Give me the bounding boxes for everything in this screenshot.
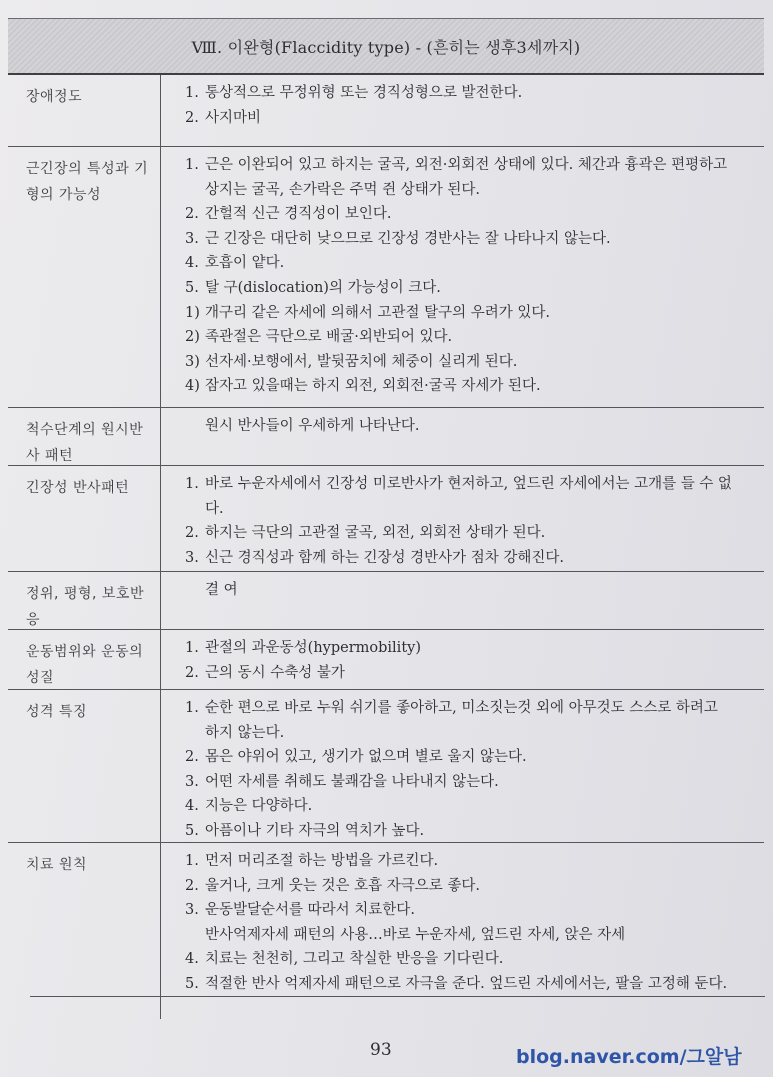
list-item [185, 106, 734, 131]
item-number: 2. [185, 664, 199, 681]
list-item [185, 374, 734, 399]
item-text: 아픔이나 기타 자극의 역치가 높다. [205, 822, 425, 839]
item-text: 몸은 야위어 있고, 생기가 없으며 별로 울지 않는다. [205, 749, 527, 766]
row-content [160, 466, 764, 571]
row-label: 성격 특징 [26, 704, 88, 720]
table-bottom-rule [30, 996, 765, 997]
list-item [185, 81, 734, 106]
item-text: 호흡이 얕다. [205, 255, 285, 272]
list-item [185, 202, 734, 227]
item-number: 4. [185, 798, 199, 815]
item-text: 관절의 과운동성(hypermobility) [205, 640, 421, 656]
list-item [185, 301, 734, 326]
row-label: 근긴장의 특성과 기형의 가능성 [26, 161, 149, 203]
list-item [185, 794, 734, 819]
item-text: 하지는 극단의 고관절 굴곡, 외전, 외회전 상태가 된다. [205, 525, 546, 542]
item-text: 근 긴장은 대단히 낮으므로 긴장성 경반사는 잘 나타나지 않는다. [205, 230, 611, 247]
item-text: 근은 이완되어 있고 하지는 굴곡, 외전·외회전 상태에 있다. 체간과 흉곽은 편평하고 상지는 굴곡, 손가락은 주먹 쥔 상태가 된다. [205, 157, 728, 198]
list-item [185, 696, 734, 745]
list-item [185, 521, 734, 546]
item-text: 운동발달순서를 따라서 치료한다. [205, 902, 415, 919]
list-item [185, 350, 734, 375]
row-label: 운동범위와 운동의 성질 [26, 644, 144, 686]
list-item [185, 874, 734, 899]
item-number: 1. [185, 700, 199, 716]
list-item [185, 849, 734, 874]
list-item [185, 325, 734, 350]
table-row-tonic-reflex [8, 466, 764, 572]
list-item [185, 636, 734, 661]
item-number: 1. [185, 476, 199, 492]
row-content [160, 147, 764, 407]
list-item [185, 661, 734, 686]
row-content [160, 843, 764, 1019]
list-item [185, 276, 734, 301]
item-number: 3. [185, 773, 199, 790]
item-number: 1) [185, 304, 200, 321]
blog-watermark: blog.naver.com/그알남 [516, 1046, 742, 1068]
table-row-disability-degree [8, 75, 764, 147]
table-title: Ⅷ. 이완형(Flaccidity type) - (흔히는 생후3세까지) [191, 37, 581, 57]
item-number: 5. [185, 975, 199, 992]
item-text: 적절한 반사 억제자세 패턴으로 자극을 준다. 엎드린 자세에서는, 팔을 고정해 둔다. [205, 975, 728, 992]
list-item [185, 745, 734, 770]
item-number: 5. [185, 822, 199, 839]
item-number: 2. [185, 877, 199, 894]
item-text: 어떤 자세를 취해도 불쾌감을 나타내지 않는다. [205, 773, 499, 790]
page-number: 93 [370, 1040, 392, 1060]
item-text: 반사억제자세 패턴의 사용…바로 누운자세, 엎드린 자세, 앉은 자세 [205, 926, 626, 943]
item-number: 4. [185, 255, 199, 272]
item-number: 2. [185, 749, 199, 766]
row-label: 정위, 평형, 보호반응 [26, 586, 144, 628]
row-label: 치료 원칙 [26, 857, 88, 873]
item-text: 신근 경직성과 함께 하는 긴장성 경반사가 점차 강해진다. [205, 549, 565, 566]
item-text: 사지마비 [205, 109, 262, 126]
item-text: 울거나, 크게 웃는 것은 호흡 자극으로 좋다. [205, 877, 480, 894]
item-number: 1. [185, 157, 199, 173]
row-text: 원시 반사들이 우세하게 나타난다. [205, 418, 420, 434]
row-label: 장애정도 [26, 89, 83, 105]
item-text: 통상적으로 무정위형 또는 경직성형으로 발전한다. [205, 85, 523, 101]
list-item [185, 546, 734, 571]
item-text: 바로 누운자세에서 긴장성 미로반사가 현저하고, 엎드린 자세에서는 고개를 들 수 없다. [205, 476, 732, 517]
item-text: 탈 구(dislocation)의 가능성이 크다. [205, 279, 441, 296]
list-item [185, 898, 734, 923]
row-text: 결 여 [205, 582, 238, 598]
item-number: 2. [185, 206, 199, 223]
row-label: 긴장성 반사패턴 [26, 480, 130, 496]
item-number: 3) [185, 353, 200, 370]
item-number: 3. [185, 902, 199, 919]
info-table [8, 18, 764, 1019]
item-text: 순한 편으로 바로 누워 쉬기를 좋아하고, 미소짓는것 외에 아무것도 스스로 하려고 하지 않는다. [205, 700, 718, 741]
row-content [160, 75, 764, 146]
table-row-righting-reactions [8, 572, 764, 630]
list-item [185, 472, 734, 521]
item-number: 3. [185, 230, 199, 247]
row-content [160, 630, 764, 689]
list-item [185, 923, 734, 948]
list-item [185, 251, 734, 276]
item-number: 4) [185, 378, 200, 395]
item-number: 2) [185, 329, 200, 346]
item-text: 간헐적 신근 경직성이 보인다. [205, 206, 392, 223]
list-item [185, 770, 734, 795]
table-row-personality [8, 690, 764, 843]
table-row-range-of-motion [8, 630, 764, 690]
row-content [160, 690, 764, 842]
item-text: 선자세·보행에서, 발뒷꿈치에 체중이 실리게 된다. [205, 353, 518, 370]
list-item [185, 227, 734, 252]
item-number: 2. [185, 109, 199, 126]
item-text: 족관절은 극단으로 배굴·외반되어 있다. [205, 329, 453, 346]
item-number: 3. [185, 549, 199, 566]
item-number: 1. [185, 640, 199, 656]
item-text: 지능은 다양하다. [205, 798, 313, 815]
table-row-muscle-tone [8, 147, 764, 408]
row-label: 척수단계의 원시반사 패턴 [26, 422, 144, 464]
list-item [185, 972, 734, 997]
item-text: 개구리 같은 자세에 의해서 고관절 탈구의 우려가 있다. [205, 304, 551, 321]
item-number: 1. [185, 85, 199, 101]
table-row-treatment-principles [8, 843, 764, 1019]
list-item [185, 947, 734, 972]
item-number: 2. [185, 525, 199, 542]
item-text: 치료는 천천히, 그리고 착실한 반응을 기다린다. [205, 951, 504, 968]
table-header [8, 19, 764, 75]
row-content [160, 572, 764, 629]
item-text: 먼저 머리조절 하는 방법을 가르킨다. [205, 853, 439, 869]
item-number [185, 923, 205, 948]
item-number: 4. [185, 951, 199, 968]
row-content [160, 408, 764, 465]
item-text: 근의 동시 수축성 불가 [205, 664, 345, 681]
table-row-primitive-reflex [8, 408, 764, 466]
item-number: 1. [185, 853, 199, 869]
item-number: 5. [185, 279, 199, 296]
list-item [185, 819, 734, 844]
item-text: 잠자고 있을때는 하지 외전, 외회전·굴곡 자세가 된다. [205, 378, 541, 395]
list-item [185, 153, 734, 202]
